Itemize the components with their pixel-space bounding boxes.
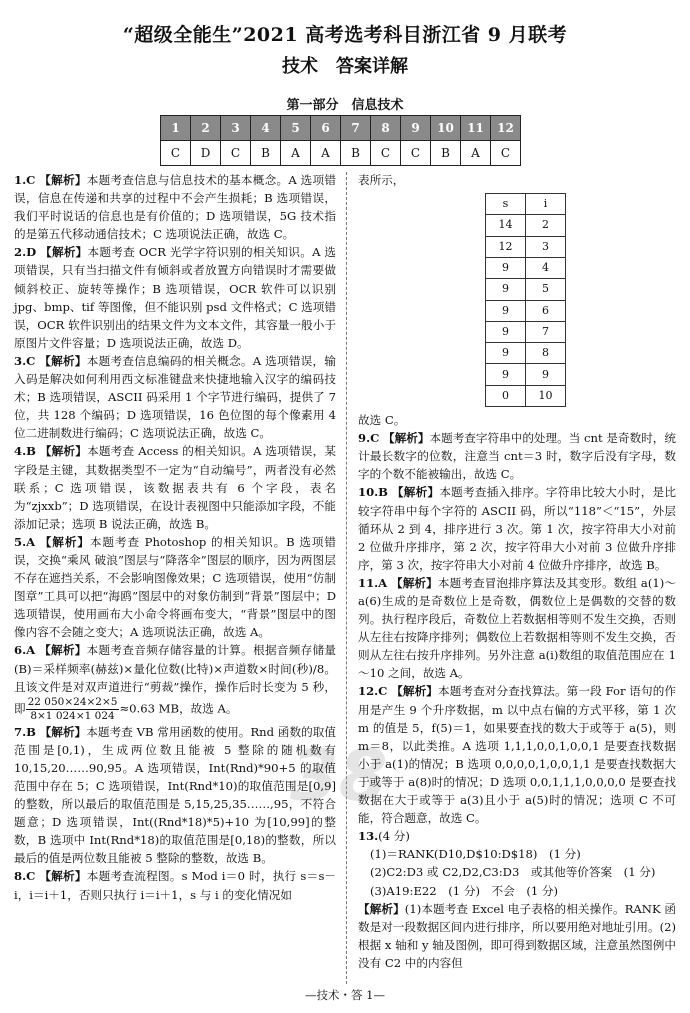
table-cell: 9	[486, 321, 526, 342]
table-cell: 0	[486, 385, 526, 406]
question-number: 13.	[358, 829, 379, 844]
question-number: 3.C	[14, 353, 36, 368]
analysis-tag: 【解析】	[391, 684, 438, 699]
analysis-text: 本题考查冒泡排序算法及其变形。数组 a(1)～a(6)生成的是奇数位上是奇数，偶数位上是偶数的交替的数列。执行程序段后，奇数位上若数据相等则不发生交换，否则从左往右按降序排列；偶数位上若数据相等则不发生交换，否则从左往右按升序排列。另外注意 a(i)数组的取值范围应在 1～10 之间，故选 A。	[358, 575, 676, 681]
fraction	[26, 696, 120, 723]
table-cell: 9	[486, 257, 526, 278]
answer-number: 2	[191, 116, 221, 141]
analysis-tag: 【解析】	[39, 173, 87, 187]
table-row	[486, 257, 566, 278]
analysis-tag: 【解析】	[39, 534, 90, 549]
analysis-tag: 【解析】	[39, 353, 87, 368]
question-8	[14, 867, 336, 903]
question-6	[14, 641, 336, 722]
analysis-text: 本题考查流程图。s Mod i＝0 时，执行 s＝s－i，i＝i＋1，否则只执行 i＝i＋1，s 与 i 的变化情况如	[14, 869, 336, 902]
analysis-tag: 【解析】	[39, 643, 87, 658]
table-row	[486, 236, 566, 257]
column-divider	[346, 172, 347, 984]
answer-value: C	[371, 141, 401, 166]
question-4	[14, 442, 336, 532]
table-row	[486, 300, 566, 321]
analysis-tag: 【解析】	[391, 485, 440, 500]
table-cell: 9	[486, 279, 526, 300]
analysis-tag: 【解析】	[39, 724, 87, 739]
right-column	[358, 171, 676, 972]
table-cell: 14	[486, 215, 526, 236]
analysis-text: (1)本题考查 Excel 电子表格的相关操作。RANK 函数是对一段数据区间内进行排序，所以要用绝对地址引用。(2)根据 x 轴和 y 轴及图例，即可得到数据区域，注意虽然图例中没有 C2 中的内容但	[358, 901, 676, 970]
table-row	[486, 385, 566, 406]
answer-value: D	[191, 141, 221, 166]
answer-number: 1	[161, 116, 191, 141]
page-footer: —技术・答 1—	[305, 988, 385, 1002]
table-cell: 3	[526, 236, 566, 257]
answer-key-table	[160, 115, 521, 166]
table-cell: 12	[486, 236, 526, 257]
table-cell: 9	[526, 364, 566, 385]
question-number: 2.D	[14, 245, 37, 260]
answer-line: (1)＝RANK(D10,D$10:D$18) (1 分)	[370, 847, 581, 862]
table-header: s	[486, 194, 526, 215]
analysis-text: 本题考查对分查找算法。第一段 For 语句的作用是产生 9 个升序数据，m 以中点右偏的方式平移，第 1 次 m 的值是 5，f(5)＝1，如果要查找的数大于或等于 a(5)，则 m＝8，以此类推。A 选项 1,1,1,0,0,1,0,0,1 是要查找数据小于 a(1)的情况；B 选项 0,0,0,0,1,0,0,1,1 是要查找数据大于或等于 a(8)时的情况；D 选项 0,0,1,1,1,0,0,0,0 是要查找数据在大于或等于 a(3)且小于 a(5)时的情况；选项 C 不可能，符合题意，故选 C。	[358, 684, 676, 826]
analysis-tag: 【解析】	[39, 869, 87, 884]
analysis-tag: 【解析】	[39, 444, 88, 459]
analysis-text: 本题考查 VB 常用函数的使用。Rnd 函数的取值范围是[0,1)，生成两位数且能被 5 整除的随机数有 10,15,20……90,95。A 选项错误，Int(Rnd)*90+5 的取值范围中存在 5；C 选项错误，Int(Rnd*10)的取值范围是[0,9]的整数，所以最后的取值范围是 5,15,25,35……,95，不符合题意；D 选项错误，Int((Rnd*18)*5)+10 为[10,99]的整数，B 选项中 Int(Rnd*18)的取值范围是[0,18)的整数，所以最后的值是两位数且能被 5 整除的整数，故选 B。	[14, 724, 336, 866]
table-conclusion: 故选 C。	[358, 413, 406, 428]
question-9	[358, 429, 676, 483]
exam-subtitle: 技术 答案详解	[282, 56, 408, 77]
table-row	[486, 343, 566, 364]
table-cell: 8	[526, 343, 566, 364]
question-12	[358, 682, 676, 827]
question-5	[14, 533, 336, 642]
table-cell: 9	[486, 364, 526, 385]
question-number: 9.C	[358, 431, 380, 446]
answer-number: 8	[371, 116, 401, 141]
answer-value: B	[251, 141, 281, 166]
answer-number: 9	[401, 116, 431, 141]
question-1	[14, 171, 336, 243]
fraction-numerator: 22 050×24×2×5	[27, 695, 118, 708]
answer-value: B	[341, 141, 371, 166]
question-3	[14, 352, 336, 442]
table-row	[486, 215, 566, 236]
table-cell: 7	[526, 321, 566, 342]
answer-number: 11	[461, 116, 491, 141]
answer-number: 7	[341, 116, 371, 141]
answer-line: (3)A19:E22 (1 分) 不会 (1 分)	[370, 883, 559, 898]
table-row	[486, 364, 566, 385]
table-row	[486, 279, 566, 300]
answer-number: 12	[491, 116, 521, 141]
table-cell: 9	[486, 343, 526, 364]
question-number: 4.B	[14, 444, 36, 459]
analysis-tag: 【解析】	[40, 245, 88, 260]
answer-number: 3	[221, 116, 251, 141]
table-header-row	[486, 194, 566, 215]
watermark: 38	[290, 735, 388, 817]
question-10	[358, 483, 676, 573]
answer-value: B	[431, 141, 461, 166]
s-i-table	[485, 193, 566, 407]
analysis-text: 本题考查 Photoshop 的相关知识。B 选项错误，交换“乘风 破浪”图层与“降落伞”图层的顺序，因为两图层不存在遮挡关系，不会影响图像效果；C 选项错误，使用“仿制图章”工具可以把“海鸥”图层中的对象仿制到“背景”图层中；D 选项错误，使用画布大小命令将画布变大，“背景”图层中的图像内容不会随之变大；A 选项说法正确，故选 A。	[14, 534, 336, 640]
answer-number: 4	[251, 116, 281, 141]
table-cell: 10	[526, 385, 566, 406]
question-7	[14, 723, 336, 868]
answer-value-row	[161, 141, 521, 166]
question-number: 7.B	[14, 724, 36, 739]
table-row	[486, 321, 566, 342]
question-number: 5.A	[14, 534, 36, 549]
question-number: 6.A	[14, 643, 36, 658]
question-score: (4 分)	[378, 829, 410, 844]
answer-value: C	[401, 141, 431, 166]
table-cell: 5	[526, 279, 566, 300]
answer-value: A	[281, 141, 311, 166]
left-column	[14, 171, 336, 904]
analysis-tag: 【解析】	[383, 431, 430, 446]
question-number: 8.C	[14, 869, 36, 884]
answer-number-row	[161, 116, 521, 141]
answer-number: 5	[281, 116, 311, 141]
analysis-text: 本题考查信息编码的相关概念。A 选项错误，输入码是解决如何利用西文标准键盘来快捷地输入汉字的编码技术；B 选项错误，ASCII 码采用 1 个字节进行编码，提供了 7 位，共 128 个编码；D 选项错误，16 色位图的每个像素用 4 位二进制数进行编码；C 选项说法正确，故选 C。	[14, 353, 336, 441]
analysis-tag: 【解析】	[358, 901, 405, 916]
table-header: i	[526, 194, 566, 215]
table-cell: 9	[486, 300, 526, 321]
table-cell: 2	[526, 215, 566, 236]
question-11	[358, 574, 676, 683]
question-13	[358, 827, 676, 972]
answer-number: 10	[431, 116, 461, 141]
question-number: 11.A	[358, 575, 388, 590]
analysis-text: 本题考查 OCR 光学字符识别的相关知识。A 选项错误，只有当扫描文件有倾斜或者放置方向错误时才需要做倾斜校正、旋转等操作；B 选项错误，OCR 软件可以识别 jpg、bmp、tif 等图像，但不能识别 psd 文件格式；C 选项错误，OCR 软件识别出的结果文件为文本文件，其容量一般小于原图片文件容量；D 选项说法正确，故选 D。	[14, 245, 336, 350]
exam-title: “超级全能生”2021 高考选考科目浙江省 9 月联考	[122, 24, 568, 46]
question-number: 10.B	[358, 485, 388, 500]
question-number: 1.C	[14, 173, 36, 187]
analysis-text: 本题考查 Access 的相关知识。A 选项错误，某字段是主键，其数据类型不一定为“自动编号”，两者没有必然联系；C 选项错误，该数据表共有 6 个字段，表名为“zjxxb”；D 选项错误，在设计表视图中只能添加字段，不能添加记录；选项 B 说法正确，故选 B。	[14, 444, 336, 531]
analysis-text-cont: ≈0.63 MB，故选 A。	[119, 701, 238, 716]
answer-value: C	[221, 141, 251, 166]
question-number: 12.C	[358, 684, 388, 699]
answer-value: A	[461, 141, 491, 166]
table-intro: 表所示，	[358, 173, 405, 187]
analysis-text: 本题考查信息与信息技术的基本概念。A 选项错误，信息在传递和共享的过程中不会产生损耗；B 选项错误，我们平时说话的信息也是有价值的；D 选项错误，5G 技术指的是第五代移动通信技术；C 选项说法正确，故选 C。	[14, 173, 336, 242]
answer-value: A	[311, 141, 341, 166]
analysis-tag: 【解析】	[390, 575, 438, 590]
question-2	[14, 243, 336, 352]
table-cell: 4	[526, 257, 566, 278]
answer-number: 6	[311, 116, 341, 141]
answer-line: (2)C2:D3 或 C2,D2,C3:D3 或其他等价答案 (1 分)	[370, 865, 656, 880]
table-cell: 6	[526, 300, 566, 321]
analysis-text: 本题考查音频存储容量的计算。根据音频存储量(B)＝采样频率(赫兹)×量化位数(比特)×声道数×时间(秒)/8。且该文件是对双声道进行“剪裁”操作，操作后时长变为 5 秒，即	[14, 643, 336, 716]
answer-value: C	[161, 141, 191, 166]
answer-value: C	[491, 141, 521, 166]
analysis-text: 本题考查字符串中的处理。当 cnt 是奇数时，统计最长数字的位数，注意当 cnt＝3 时，数字后没有字母，数字的个数不能被输出，故选 C。	[358, 431, 676, 482]
section-heading: 第一部分 信息技术	[286, 98, 404, 113]
analysis-text: 本题考查插入排序。字符串比较大小时，是比较字符串中每个字符的 ASCII 码，所以“118”＜“15”，外层循环从 2 到 4，排序进行 3 次。第 1 次，按字符串大小对前 2 位做升序排序，第 2 次，按字符串大小对前 3 位做升序排序，第 3 次，按字符串大小对前 4 位做升序排序，故选 B。	[358, 485, 676, 572]
fraction-denominator: 8×1 024×1 024	[30, 709, 115, 722]
